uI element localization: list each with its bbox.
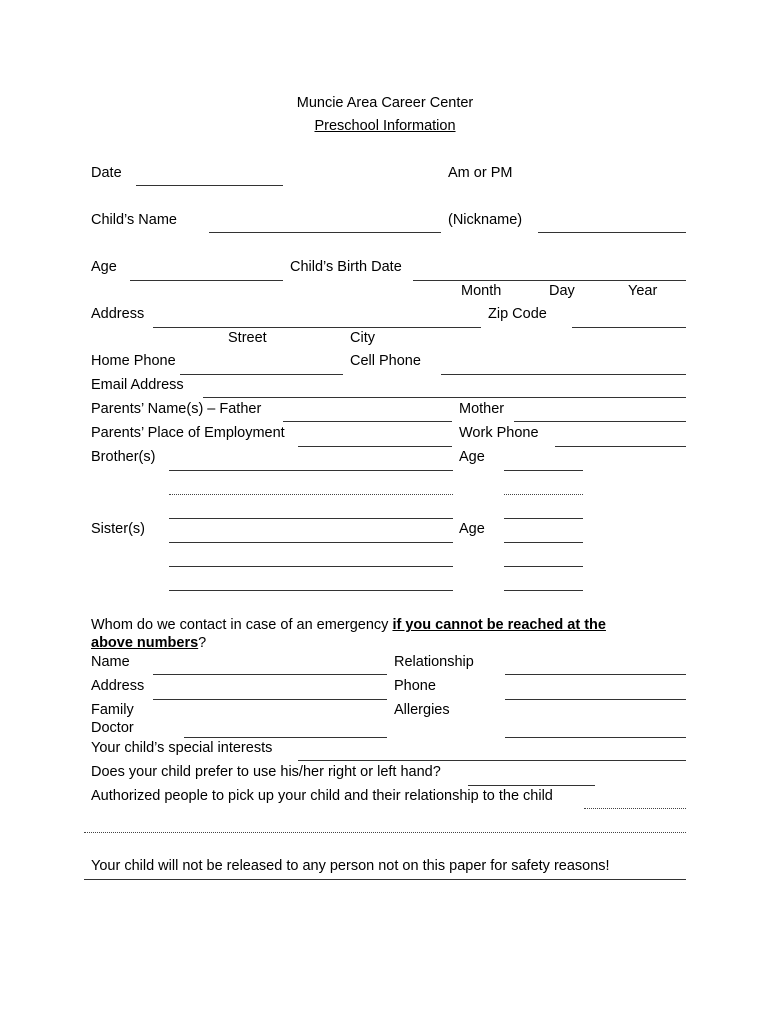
year-caption: Year bbox=[628, 283, 658, 299]
birth-date-field[interactable] bbox=[413, 280, 686, 281]
pickup-field[interactable] bbox=[84, 832, 686, 833]
day-caption: Day bbox=[549, 283, 575, 299]
brother-age-field[interactable] bbox=[504, 470, 583, 471]
pickup-field[interactable] bbox=[584, 808, 686, 809]
age-field[interactable] bbox=[130, 280, 283, 281]
sister-age-field[interactable] bbox=[504, 590, 583, 591]
form-subtitle: Preschool Information bbox=[314, 118, 456, 134]
brother-age-field[interactable] bbox=[504, 494, 583, 495]
brothers-label: Brother(s) bbox=[91, 449, 156, 465]
cell-phone-label: Cell Phone bbox=[350, 353, 421, 369]
age-label: Age bbox=[91, 259, 117, 275]
work-phone-label: Work Phone bbox=[459, 425, 539, 441]
sister-age-field[interactable] bbox=[504, 542, 583, 543]
brothers-age-label: Age bbox=[459, 449, 485, 465]
zip-label: Zip Code bbox=[488, 306, 547, 322]
mother-field[interactable] bbox=[514, 421, 686, 422]
home-phone-label: Home Phone bbox=[91, 353, 176, 369]
brother-name-field[interactable] bbox=[169, 518, 453, 519]
safety-notice: Your child will not be released to any person not on this paper for safety reasons! bbox=[91, 858, 610, 874]
footer-divider bbox=[84, 879, 686, 880]
emergency-address-label: Address bbox=[91, 678, 145, 694]
sister-name-field[interactable] bbox=[169, 542, 453, 543]
sister-name-field[interactable] bbox=[169, 566, 453, 567]
zip-field[interactable] bbox=[572, 327, 686, 328]
street-caption: Street bbox=[228, 330, 267, 346]
hand-field[interactable] bbox=[468, 785, 595, 786]
nickname-label: (Nickname) bbox=[448, 212, 523, 228]
relationship-field[interactable] bbox=[505, 674, 686, 675]
emergency-question: Whom do we contact in case of an emergency if you cannot be reached at the bbox=[91, 617, 606, 633]
date-label: Date bbox=[91, 165, 122, 181]
home-phone-field[interactable] bbox=[180, 374, 343, 375]
date-field[interactable] bbox=[136, 185, 283, 186]
sisters-age-label: Age bbox=[459, 521, 485, 537]
nickname-field[interactable] bbox=[538, 232, 686, 233]
family-label: Family bbox=[91, 702, 134, 718]
child-name-label: Child’s Name bbox=[91, 212, 177, 228]
brother-name-field[interactable] bbox=[169, 470, 453, 471]
form-title: Muncie Area Career Center bbox=[296, 95, 474, 111]
allergies-field[interactable] bbox=[505, 737, 686, 738]
interests-label: Your child’s special interests bbox=[91, 740, 273, 756]
city-caption: City bbox=[350, 330, 375, 346]
cell-phone-field[interactable] bbox=[441, 374, 686, 375]
sister-name-field[interactable] bbox=[169, 590, 453, 591]
month-caption: Month bbox=[461, 283, 502, 299]
relationship-label: Relationship bbox=[394, 654, 474, 670]
pickup-label: Authorized people to pick up your child and their relationship to the child bbox=[91, 788, 553, 804]
brother-age-field[interactable] bbox=[504, 518, 583, 519]
email-field[interactable] bbox=[203, 397, 686, 398]
emergency-phone-field[interactable] bbox=[505, 699, 686, 700]
hand-label: Does your child prefer to use his/her right or left hand? bbox=[91, 764, 441, 780]
emergency-name-field[interactable] bbox=[153, 674, 387, 675]
emergency-question-cont: above numbers? bbox=[91, 635, 207, 651]
emergency-phone-label: Phone bbox=[394, 678, 436, 694]
employment-label: Parents’ Place of Employment bbox=[91, 425, 285, 441]
child-name-field[interactable] bbox=[209, 232, 441, 233]
brother-name-field[interactable] bbox=[169, 494, 453, 495]
email-label: Email Address bbox=[91, 377, 184, 393]
employment-field[interactable] bbox=[298, 446, 452, 447]
father-label: Parents’ Name(s) – Father bbox=[91, 401, 262, 417]
birth-date-label: Child’s Birth Date bbox=[290, 259, 402, 275]
am-pm-label: Am or PM bbox=[448, 165, 513, 181]
allergies-label: Allergies bbox=[394, 702, 450, 718]
address-label: Address bbox=[91, 306, 145, 322]
emergency-address-field[interactable] bbox=[153, 699, 387, 700]
interests-field[interactable] bbox=[298, 760, 686, 761]
emergency-name-label: Name bbox=[91, 654, 130, 670]
sister-age-field[interactable] bbox=[504, 566, 583, 567]
sisters-label: Sister(s) bbox=[91, 521, 145, 537]
doctor-label: Doctor bbox=[91, 720, 134, 736]
mother-label: Mother bbox=[459, 401, 505, 417]
father-field[interactable] bbox=[283, 421, 452, 422]
address-field[interactable] bbox=[153, 327, 481, 328]
family-doctor-field[interactable] bbox=[184, 737, 387, 738]
work-phone-field[interactable] bbox=[555, 446, 686, 447]
